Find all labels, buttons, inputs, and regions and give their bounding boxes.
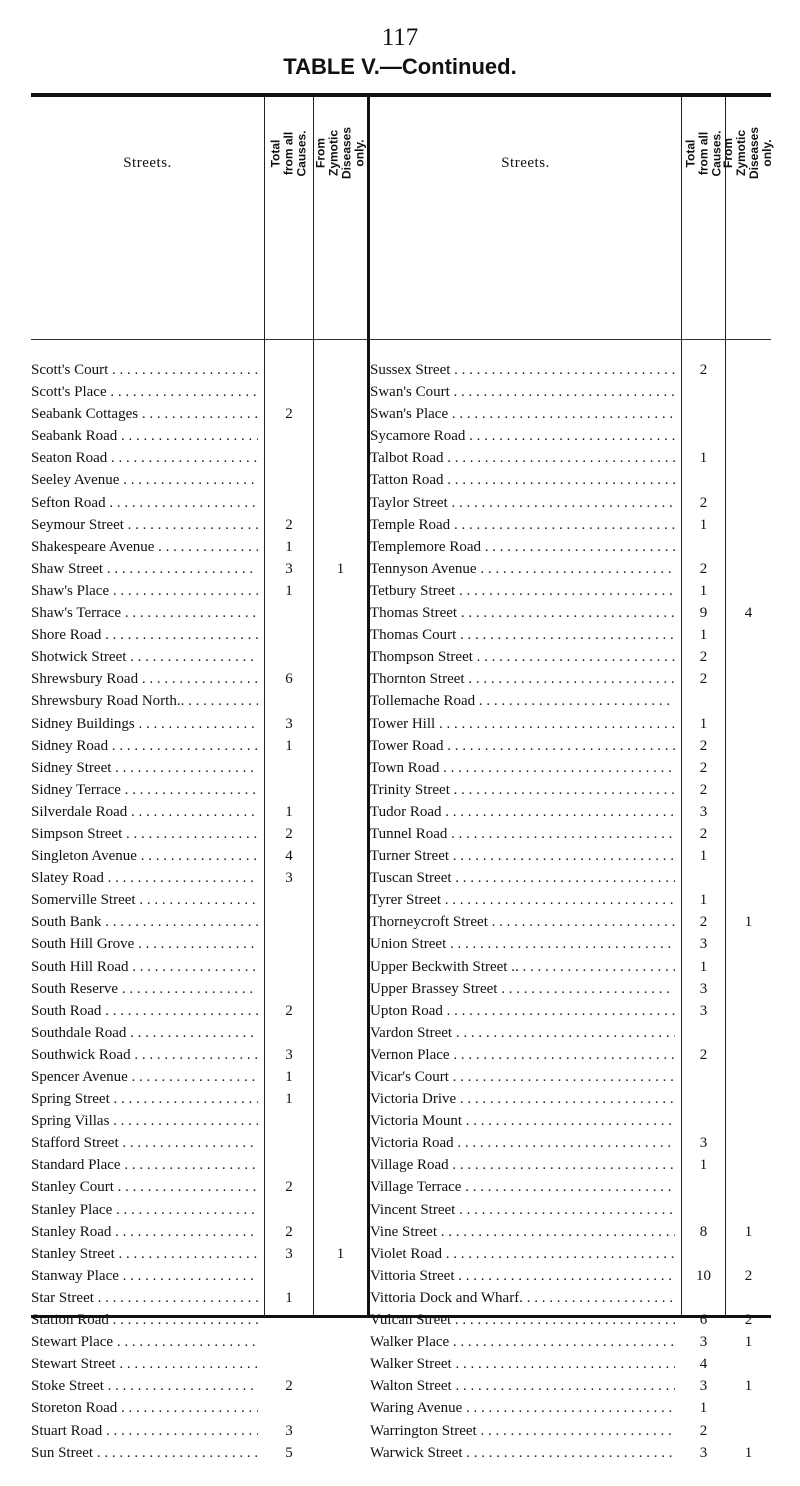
table-row bbox=[370, 889, 771, 911]
zymotic-deaths: 2 bbox=[744, 1267, 753, 1284]
street-name: Trinity Street . . . bbox=[370, 779, 675, 801]
total-deaths: 2 bbox=[285, 1002, 293, 1019]
table-row bbox=[370, 978, 771, 1000]
table-row bbox=[31, 668, 367, 690]
table-row bbox=[370, 1088, 771, 1110]
street-name: Vardon Street . . . bbox=[370, 1022, 675, 1044]
street-name: Sun Street . . . bbox=[31, 1442, 258, 1464]
table-row bbox=[370, 624, 771, 646]
table-row bbox=[370, 1265, 771, 1287]
street-name: Scott's Court . . . bbox=[31, 359, 258, 381]
table-row bbox=[370, 1154, 771, 1176]
street-name: Tudor Road . . . bbox=[370, 801, 675, 823]
table-row bbox=[370, 1397, 771, 1419]
total-deaths: 1 bbox=[699, 450, 708, 467]
table-row bbox=[31, 1309, 367, 1331]
table-row bbox=[370, 1132, 771, 1154]
table-row bbox=[31, 1000, 367, 1022]
table-row bbox=[370, 403, 771, 425]
table-row bbox=[370, 1353, 771, 1375]
street-name: Seabank Cottages . . . bbox=[31, 403, 258, 425]
table-row bbox=[370, 823, 771, 845]
total-deaths: 3 bbox=[699, 1002, 708, 1019]
table-row bbox=[370, 646, 771, 668]
street-name: Stoke Street . . . bbox=[31, 1375, 258, 1397]
table-row bbox=[370, 690, 771, 712]
street-name: Warrington Street . . . bbox=[370, 1420, 675, 1442]
street-name: Southwick Road . . . bbox=[31, 1044, 258, 1066]
total-deaths: 1 bbox=[285, 737, 293, 754]
street-name: Thornton Street . . . bbox=[370, 668, 675, 690]
table-row bbox=[370, 1221, 771, 1243]
street-name: Stewart Street . . . bbox=[31, 1353, 258, 1375]
table-row bbox=[370, 425, 771, 447]
table-row bbox=[31, 1199, 367, 1221]
table-row bbox=[370, 1199, 771, 1221]
street-name: Tetbury Street . . . bbox=[370, 580, 675, 602]
table-row bbox=[31, 1375, 367, 1397]
total-deaths: 3 bbox=[699, 803, 708, 820]
street-name: Silverdale Road . . . bbox=[31, 801, 258, 823]
street-name: Stewart Place . . . bbox=[31, 1331, 258, 1353]
table-row bbox=[31, 1221, 367, 1243]
table-row bbox=[31, 602, 367, 624]
table-row bbox=[31, 536, 367, 558]
total-deaths: 3 bbox=[285, 715, 293, 732]
street-name: Templemore Road . . . bbox=[370, 536, 675, 558]
street-name: Stanway Place . . . bbox=[31, 1265, 258, 1287]
table-row bbox=[31, 359, 367, 381]
table-row bbox=[31, 1353, 367, 1375]
table-row bbox=[370, 757, 771, 779]
street-name: Sidney Buildings . . . bbox=[31, 713, 258, 735]
street-name: Sidney Road . . . bbox=[31, 735, 258, 757]
table-row bbox=[370, 1176, 771, 1198]
total-deaths: 1 bbox=[699, 582, 708, 599]
total-deaths: 10 bbox=[696, 1267, 711, 1284]
header-streets-right: Streets. bbox=[501, 155, 550, 171]
total-deaths: 2 bbox=[699, 737, 708, 754]
street-name: Violet Road . . . bbox=[370, 1243, 675, 1265]
street-name: Scott's Place . . . bbox=[31, 381, 258, 403]
zymotic-deaths: 4 bbox=[744, 605, 753, 622]
table-row bbox=[370, 492, 771, 514]
street-name: Standard Place . . . bbox=[31, 1154, 258, 1176]
total-deaths: 2 bbox=[699, 671, 708, 688]
table-row bbox=[31, 1088, 367, 1110]
street-name: Vittoria Street . . . bbox=[370, 1265, 675, 1287]
zymotic-deaths: 1 bbox=[336, 1245, 345, 1262]
table-row bbox=[370, 1022, 771, 1044]
street-name: Walker Street . . . bbox=[370, 1353, 675, 1375]
table-row bbox=[31, 403, 367, 425]
total-deaths: 2 bbox=[699, 1422, 708, 1439]
street-name: Storeton Road . . . bbox=[31, 1397, 258, 1419]
table-row bbox=[370, 779, 771, 801]
total-deaths: 2 bbox=[699, 781, 708, 798]
street-name: Spring Street . . . bbox=[31, 1088, 258, 1110]
street-name: Shrewsbury Road North.. . . . bbox=[31, 690, 258, 712]
total-deaths: 2 bbox=[699, 560, 708, 577]
street-name: Talbot Road . . . bbox=[370, 447, 675, 469]
header-streets-left: Streets. bbox=[123, 155, 172, 171]
table-row bbox=[31, 867, 367, 889]
table-row bbox=[370, 668, 771, 690]
total-deaths: 3 bbox=[699, 1334, 708, 1351]
street-name: Shore Road . . . bbox=[31, 624, 258, 646]
zymotic-deaths: 1 bbox=[744, 1334, 753, 1351]
total-deaths: 1 bbox=[285, 1091, 293, 1108]
total-deaths: 1 bbox=[285, 538, 293, 555]
street-name: Vicar's Court . . . bbox=[370, 1066, 675, 1088]
table-row bbox=[370, 359, 771, 381]
street-name: Taylor Street . . . bbox=[370, 492, 675, 514]
street-name: Union Street . . . bbox=[370, 933, 675, 955]
table-row bbox=[31, 381, 367, 403]
table-row bbox=[31, 646, 367, 668]
table-row bbox=[370, 1442, 771, 1464]
street-name: South Road . . . bbox=[31, 1000, 258, 1022]
total-deaths: 1 bbox=[285, 1069, 293, 1085]
table-row bbox=[370, 1000, 771, 1022]
street-name: Shaw's Terrace . . . bbox=[31, 602, 258, 624]
street-name: South Hill Road . . . bbox=[31, 956, 258, 978]
header-rule bbox=[31, 339, 771, 340]
street-name: Seeley Avenue . . . bbox=[31, 469, 258, 491]
street-name: Tennyson Avenue . . . bbox=[370, 558, 675, 580]
table-row bbox=[31, 956, 367, 978]
total-deaths: 2 bbox=[285, 1378, 293, 1395]
street-name: Thompson Street . . . bbox=[370, 646, 675, 668]
table-row bbox=[31, 845, 367, 867]
table-row bbox=[31, 1243, 367, 1265]
total-deaths: 1 bbox=[699, 715, 708, 732]
street-name: Stafford Street . . . bbox=[31, 1132, 258, 1154]
table-row bbox=[31, 1110, 367, 1132]
table-title: TABLE V.—Continued. bbox=[283, 54, 517, 79]
table-row bbox=[370, 558, 771, 580]
street-name: Sidney Terrace . . . bbox=[31, 779, 258, 801]
street-name: Victoria Mount . . . bbox=[370, 1110, 675, 1132]
table-row bbox=[31, 911, 367, 933]
street-name: Victoria Road . . . bbox=[370, 1132, 675, 1154]
street-name: Swan's Place . . . bbox=[370, 403, 675, 425]
total-deaths: 2 bbox=[699, 1046, 708, 1063]
total-deaths: 9 bbox=[699, 605, 708, 622]
table-row bbox=[31, 933, 367, 955]
header-total-left-text: Total from all Causes. bbox=[268, 129, 309, 177]
street-name: Shotwick Street . . . bbox=[31, 646, 258, 668]
table-row bbox=[31, 447, 367, 469]
street-name: Walker Place . . . bbox=[370, 1331, 675, 1353]
street-name: Seymour Street . . . bbox=[31, 514, 258, 536]
street-name: Vittoria Dock and Wharf. . . . bbox=[370, 1287, 675, 1309]
table-row bbox=[370, 602, 771, 624]
street-name: Sussex Street . . . bbox=[370, 359, 675, 381]
street-name: Tunnel Road . . . bbox=[370, 823, 675, 845]
street-name: Walton Street . . . bbox=[370, 1375, 675, 1397]
table-row bbox=[370, 1287, 771, 1309]
table-row bbox=[31, 1022, 367, 1044]
table-row bbox=[31, 580, 367, 602]
table-row bbox=[31, 1420, 367, 1442]
street-name: Upper Beckwith Street .. . . . bbox=[370, 956, 675, 978]
street-name: Shaw's Place . . . bbox=[31, 580, 258, 602]
table-row bbox=[31, 735, 367, 757]
table-row bbox=[370, 536, 771, 558]
street-name: Thomas Street . . . bbox=[370, 602, 675, 624]
total-deaths: 2 bbox=[699, 825, 708, 842]
street-name: Shaw Street . . . bbox=[31, 558, 258, 580]
street-name: Station Road . . . bbox=[31, 1309, 258, 1331]
header-zymotic-left bbox=[314, 103, 367, 203]
street-name: Stanley Road . . . bbox=[31, 1221, 258, 1243]
street-name: Temple Road . . . bbox=[370, 514, 675, 536]
table-row bbox=[370, 1110, 771, 1132]
street-name: Vernon Place . . . bbox=[370, 1044, 675, 1066]
total-deaths: 2 bbox=[699, 494, 708, 511]
street-name: Shakespeare Avenue . . . bbox=[31, 536, 258, 558]
total-deaths: 2 bbox=[699, 759, 708, 776]
table-row bbox=[31, 558, 367, 580]
zymotic-deaths: 1 bbox=[744, 1444, 753, 1461]
header-zymotic-right bbox=[721, 103, 775, 203]
street-name: South Reserve . . . bbox=[31, 978, 258, 1000]
table-row bbox=[31, 624, 367, 646]
table-row bbox=[31, 1287, 367, 1309]
total-deaths: 2 bbox=[285, 825, 293, 842]
table-row bbox=[370, 1420, 771, 1442]
table-row bbox=[31, 779, 367, 801]
total-deaths: 3 bbox=[699, 980, 708, 997]
total-deaths: 1 bbox=[699, 1157, 708, 1174]
street-name: Star Street . . . bbox=[31, 1287, 258, 1309]
total-deaths: 3 bbox=[699, 936, 708, 953]
total-deaths: 1 bbox=[285, 803, 293, 820]
table-row bbox=[370, 735, 771, 757]
street-name: Victoria Drive . . . bbox=[370, 1088, 675, 1110]
street-name: Vincent Street . . . bbox=[370, 1199, 675, 1221]
table-row bbox=[370, 956, 771, 978]
table-row bbox=[31, 469, 367, 491]
table-row bbox=[31, 1066, 367, 1088]
street-name: Spring Villas . . . bbox=[31, 1110, 258, 1132]
street-name: Seaton Road . . . bbox=[31, 447, 258, 469]
street-name: Tollemache Road . . . bbox=[370, 690, 675, 712]
street-name: Tower Road . . . bbox=[370, 735, 675, 757]
total-deaths: 1 bbox=[699, 1400, 708, 1417]
table-row bbox=[370, 447, 771, 469]
total-deaths: 3 bbox=[699, 1444, 708, 1461]
total-deaths: 2 bbox=[699, 362, 708, 378]
left-column-rows bbox=[31, 359, 367, 1464]
total-deaths: 1 bbox=[285, 582, 293, 599]
table-row bbox=[370, 580, 771, 602]
total-deaths: 2 bbox=[285, 1223, 293, 1240]
street-name: Swan's Court . . . bbox=[370, 381, 675, 403]
total-deaths: 2 bbox=[699, 914, 708, 931]
total-deaths: 8 bbox=[699, 1223, 708, 1240]
street-name: South Bank . . . bbox=[31, 911, 258, 933]
zymotic-deaths: 1 bbox=[744, 1223, 753, 1240]
table-row bbox=[31, 425, 367, 447]
table-row bbox=[370, 933, 771, 955]
zymotic-deaths: 1 bbox=[744, 914, 753, 931]
street-name: Tatton Road . . . bbox=[370, 469, 675, 491]
total-deaths: 4 bbox=[285, 848, 293, 865]
table-row bbox=[370, 845, 771, 867]
table-row bbox=[370, 1375, 771, 1397]
street-name: Tyrer Street . . . bbox=[370, 889, 675, 911]
street-name: Spencer Avenue . . . bbox=[31, 1066, 258, 1088]
table-row bbox=[370, 801, 771, 823]
total-deaths: 6 bbox=[699, 1312, 708, 1329]
table-row bbox=[370, 867, 771, 889]
total-deaths: 3 bbox=[285, 1245, 293, 1262]
street-name: Sidney Street . . . bbox=[31, 757, 258, 779]
total-deaths: 1 bbox=[699, 848, 708, 865]
table-row bbox=[370, 1243, 771, 1265]
zymotic-deaths: 1 bbox=[744, 1378, 753, 1395]
street-name: Vulcan Street . . . bbox=[370, 1309, 675, 1331]
street-name: Thomas Court . . . bbox=[370, 624, 675, 646]
table-row bbox=[31, 1442, 367, 1464]
header-zymotic-left-text: From Zymotic Diseases only. bbox=[313, 126, 367, 180]
street-name: Stuart Road . . . bbox=[31, 1420, 258, 1442]
total-deaths: 6 bbox=[285, 671, 293, 688]
total-deaths: 4 bbox=[699, 1356, 708, 1373]
table-row bbox=[370, 1331, 771, 1353]
table-row bbox=[31, 757, 367, 779]
zymotic-deaths: 1 bbox=[336, 560, 345, 577]
table-row bbox=[31, 1176, 367, 1198]
header-total-left bbox=[265, 103, 313, 203]
table-row bbox=[31, 514, 367, 536]
table-row bbox=[370, 1309, 771, 1331]
table-row bbox=[31, 1154, 367, 1176]
total-deaths: 3 bbox=[285, 870, 293, 887]
table-row bbox=[370, 1066, 771, 1088]
street-name: Southdale Road . . . bbox=[31, 1022, 258, 1044]
street-name: Vine Street . . . bbox=[370, 1221, 675, 1243]
street-name: Thorneycroft Street . . . bbox=[370, 911, 675, 933]
street-name: South Hill Grove . . . bbox=[31, 933, 258, 955]
table-row bbox=[31, 1331, 367, 1353]
street-name: Waring Avenue . . . bbox=[370, 1397, 675, 1419]
street-name: Sefton Road . . . bbox=[31, 492, 258, 514]
table-row bbox=[31, 1132, 367, 1154]
table-row bbox=[31, 1265, 367, 1287]
street-name: Tuscan Street . . . bbox=[370, 867, 675, 889]
street-name: Simpson Street . . . bbox=[31, 823, 258, 845]
table-row bbox=[370, 514, 771, 536]
street-name: Warwick Street . . . bbox=[370, 1442, 675, 1464]
total-deaths: 1 bbox=[699, 892, 708, 909]
table-row bbox=[370, 469, 771, 491]
street-name: Upton Road . . . bbox=[370, 1000, 675, 1022]
street-name: Slatey Road . . . bbox=[31, 867, 258, 889]
total-deaths: 2 bbox=[285, 1179, 293, 1196]
street-name: Village Road . . . bbox=[370, 1154, 675, 1176]
street-name: Tower Hill . . . bbox=[370, 713, 675, 735]
page-number: 117 bbox=[381, 24, 419, 51]
header-total-right bbox=[682, 103, 725, 203]
street-name: Village Terrace . . . bbox=[370, 1176, 675, 1198]
street-name: Shrewsbury Road . . . bbox=[31, 668, 258, 690]
total-deaths: 1 bbox=[699, 516, 708, 533]
zymotic-deaths: 2 bbox=[744, 1312, 753, 1329]
total-deaths: 2 bbox=[285, 516, 293, 533]
table-row bbox=[31, 978, 367, 1000]
table-row bbox=[370, 911, 771, 933]
total-deaths: 1 bbox=[699, 627, 708, 644]
header-total-right-text: Total from all Causes. bbox=[683, 129, 724, 177]
street-name: Stanley Court . . . bbox=[31, 1176, 258, 1198]
street-name: Upper Brassey Street . . . bbox=[370, 978, 675, 1000]
header-zymotic-right-text: From Zymotic Diseases only. bbox=[721, 126, 775, 180]
table-row bbox=[370, 713, 771, 735]
total-deaths: 2 bbox=[699, 649, 708, 666]
table-row bbox=[31, 801, 367, 823]
total-deaths: 3 bbox=[285, 1046, 293, 1063]
street-name: Town Road . . . bbox=[370, 757, 675, 779]
total-deaths: 1 bbox=[699, 958, 708, 975]
total-deaths: 3 bbox=[285, 560, 293, 577]
right-column-rows bbox=[370, 359, 771, 1464]
total-deaths: 1 bbox=[285, 1289, 293, 1306]
total-deaths: 2 bbox=[285, 406, 293, 423]
total-deaths: 3 bbox=[285, 1422, 293, 1439]
total-deaths: 3 bbox=[699, 1135, 708, 1152]
table-row bbox=[31, 1397, 367, 1419]
street-name: Sycamore Road . . . bbox=[370, 425, 675, 447]
total-deaths: 3 bbox=[699, 1378, 708, 1395]
streets-table bbox=[31, 93, 775, 1461]
total-deaths: 5 bbox=[285, 1444, 293, 1461]
table-row bbox=[31, 889, 367, 911]
table-top-rule bbox=[31, 93, 771, 97]
table-row bbox=[31, 823, 367, 845]
street-name: Turner Street . . . bbox=[370, 845, 675, 867]
table-row bbox=[370, 1044, 771, 1066]
street-name: Seabank Road . . . bbox=[31, 425, 258, 447]
street-name: Somerville Street . . . bbox=[31, 889, 258, 911]
table-row bbox=[31, 690, 367, 712]
street-name: Singleton Avenue . . . bbox=[31, 845, 258, 867]
table-row bbox=[31, 492, 367, 514]
table-row bbox=[31, 713, 367, 735]
table-row bbox=[31, 1044, 367, 1066]
street-name: Stanley Street . . . bbox=[31, 1243, 258, 1265]
street-name: Stanley Place . . . bbox=[31, 1199, 258, 1221]
table-row bbox=[370, 381, 771, 403]
